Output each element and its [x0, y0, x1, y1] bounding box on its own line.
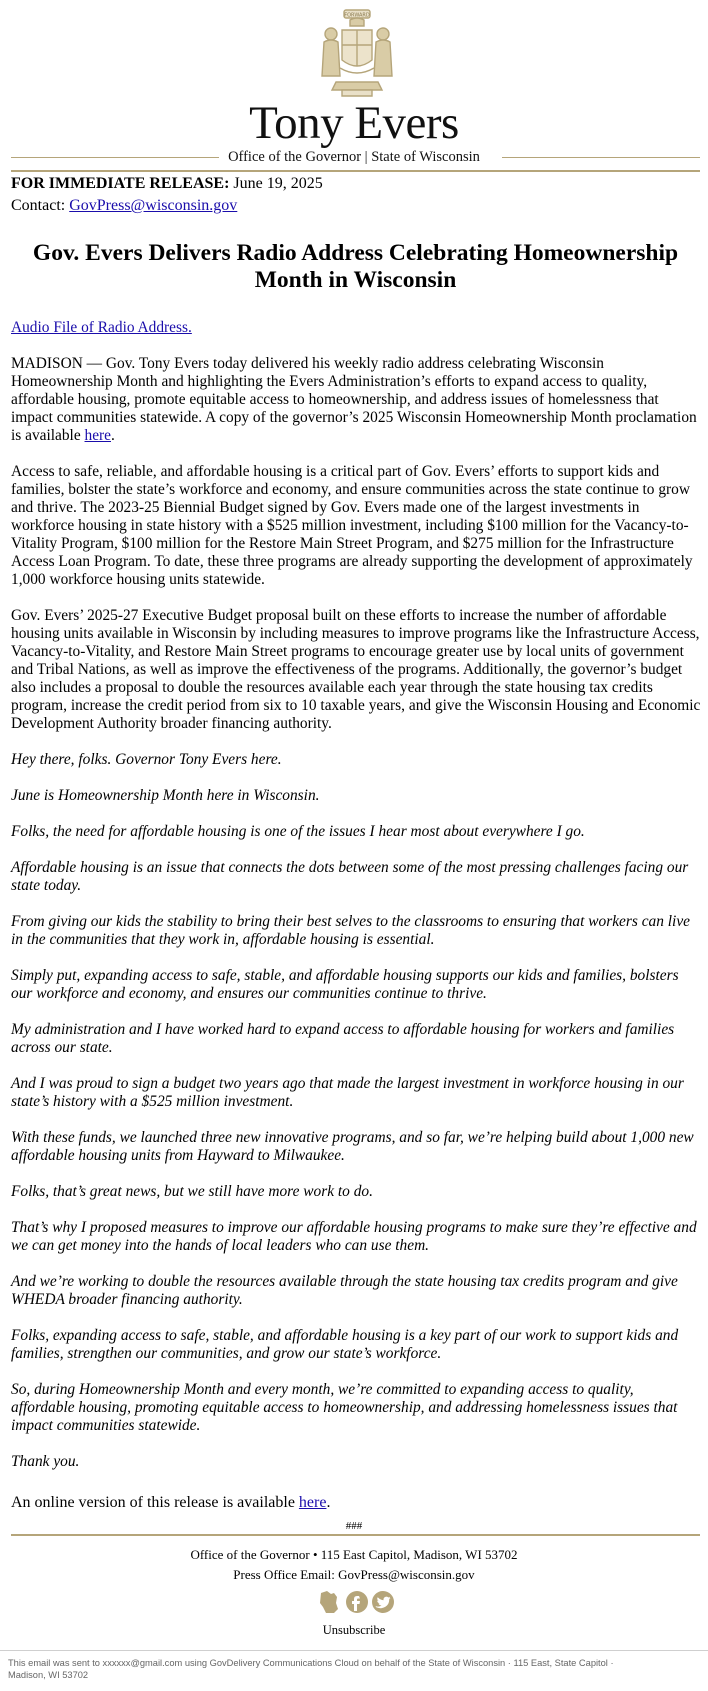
transcript-line: So, during Homeownership Month and every month, we’re committed to expanding access to quality, affordable housing, promoting equitable access to homeownership, and addressing homelessness issues that impact communities statewide. [11, 1381, 678, 1434]
contact-label: Contact: [11, 197, 66, 214]
wisconsin-map-icon[interactable] [320, 1591, 338, 1613]
transcript-line: And I was proud to sign a budget two years ago that made the largest investment in workforce housing in our state’s history with a $525 million investment. [11, 1075, 684, 1110]
facebook-icon[interactable] [346, 1591, 368, 1613]
paragraph-text: . [111, 427, 115, 444]
transcript-line: That’s why I proposed measures to improve our affordable housing programs to make sure they’re effective and we can get money into the hands of local leaders who can use them. [11, 1219, 697, 1254]
header-divider [11, 170, 700, 172]
transcript-line: Folks, expanding access to safe, stable, and affordable housing is a key part of our work to support kids and families, strengthen our communities, and grow our state’s workforce. [11, 1327, 679, 1362]
social-links [318, 1589, 398, 1615]
state-seal-icon [312, 4, 402, 104]
body-paragraph: Gov. Evers’ 2025-27 Executive Budget proposal built on these efforts to increase the number of affordable housing units available in Wisconsin by including measures to improve programs like the Infrastructure Access, Vacancy-to-Vitality, and Restore Main Street programs to encourage greater use by local units of government and Tribal Nations, as well as improve the effectiveness of the programs. Additionally, the governor’s budget also includes a proposal to double the resources available each year through the state housing tax credits program, increase the credit period from six to 10 taxable years, and give the Wisconsin Housing and Economic Development Authority broader financing authority. [11, 607, 701, 732]
audio-file-link[interactable]: Audio File of Radio Address. [11, 319, 192, 336]
online-version-link[interactable]: here [298, 1494, 327, 1511]
release-body [11, 319, 701, 1531]
unsubscribe-link[interactable]: Unsubscribe [322, 1623, 386, 1637]
seal-motto: FORWARD [344, 12, 370, 19]
body-paragraph [11, 355, 701, 445]
transcript-line: My administration and I have worked hard to expand access to affordable housing for workers and families across our state. [11, 1021, 675, 1056]
body-paragraph: Access to safe, reliable, and affordable housing is a critical part of Gov. Evers’ efforts to support kids and families, bolster the state’s workforce and economy, and ensure communities across the state continue to grow and thrive. The 2023-25 Biennial Budget signed by Gov. Evers made one of the largest investments in workforce housing in state history with a $525 million investment, including $100 million for the Vacancy-to-Vitality Program, $100 million for the Restore Main Street Program, and $275 million for the Infrastructure Access Loan Program. To date, these three programs are already supporting the development of approximately 1,000 workforce housing units statewide. [11, 463, 693, 588]
office-subtitle-row [0, 148, 708, 166]
office-subtitle: Office of the Governor | State of Wisconsin [228, 149, 480, 165]
audio-paragraph [11, 319, 701, 337]
release-date: June 19, 2025 [233, 175, 323, 192]
transcript-line: From giving our kids the stability to bring their best selves to the classrooms to ensuring that workers can live in the communities that they work in, affordable housing is essential. [11, 913, 690, 948]
paragraph-text: MADISON — Gov. Tony Evers today delivered his weekly radio address celebrating Wisconsin Homeownership Month and highlighting the Evers Administration’s efforts to expand access to quality, affordable housing, promote equitable access to homeownership, and address issues of homelessness that impact communities statewide. A copy of the governor’s 2025 Wisconsin Homeownership Month proclamation is available [11, 355, 697, 444]
twitter-icon[interactable] [372, 1591, 394, 1613]
transcript-line: Affordable housing is an issue that connects the dots between some of the most pressing challenges facing our state today. [11, 859, 689, 894]
footer-office-address: Office of the Governor • 115 East Capitol, Madison, WI 53702 [190, 1547, 518, 1562]
disclaimer-divider [0, 1650, 708, 1651]
release-line [11, 173, 323, 195]
release-label: FOR IMMEDIATE RELEASE: [11, 175, 230, 192]
contact-line [11, 195, 237, 217]
transcript-line: With these funds, we launched three new innovative programs, and so far, we’re helping build about 1,000 new affordable housing units from Hayward to Milwaukee. [11, 1129, 694, 1164]
transcript-line: June is Homeownership Month here in Wisconsin. [11, 787, 320, 804]
transcript-line: And we’re working to double the resources available through the state housing tax credits program and give WHEDA broader financing authority. [11, 1273, 678, 1308]
headline: Gov. Evers Delivers Radio Address Celebrating Homeownership Month in Wisconsin [32, 240, 679, 293]
delivery-disclaimer: This email was sent to xxxxxx@gmail.com using GovDelivery Communications Cloud on behalf of the State of Wisconsin · 115 East, State Capitol · Madison, WI 53702 [8, 1658, 614, 1680]
online-version-text: . [326, 1494, 331, 1511]
governor-name-logo: Tony Evers [249, 97, 459, 149]
footer-divider [11, 1534, 700, 1536]
contact-email-link[interactable]: GovPress@wisconsin.gov [69, 197, 238, 214]
proclamation-link[interactable]: here [84, 427, 111, 444]
transcript-line: Hey there, folks. Governor Tony Evers here. [11, 751, 282, 768]
transcript-line: Folks, the need for affordable housing is one of the issues I hear most about everywhere I go. [11, 823, 585, 840]
end-mark: ### [345, 1520, 363, 1532]
transcript-line: Folks, that’s great news, but we still have more work to do. [11, 1183, 373, 1200]
online-version-line [11, 1493, 701, 1513]
footer-press-email: Press Office Email: GovPress@wisconsin.gov [233, 1567, 475, 1582]
masthead [0, 0, 708, 168]
subtitle-divider-right [502, 157, 700, 158]
online-version-text: An online version of this release is available [11, 1494, 299, 1511]
transcript-line: Thank you. [11, 1453, 80, 1470]
transcript-line: Simply put, expanding access to safe, stable, and affordable housing supports our kids and families, bolsters our workforce and economy, and ensures our communities continue to thrive. [11, 967, 679, 1002]
